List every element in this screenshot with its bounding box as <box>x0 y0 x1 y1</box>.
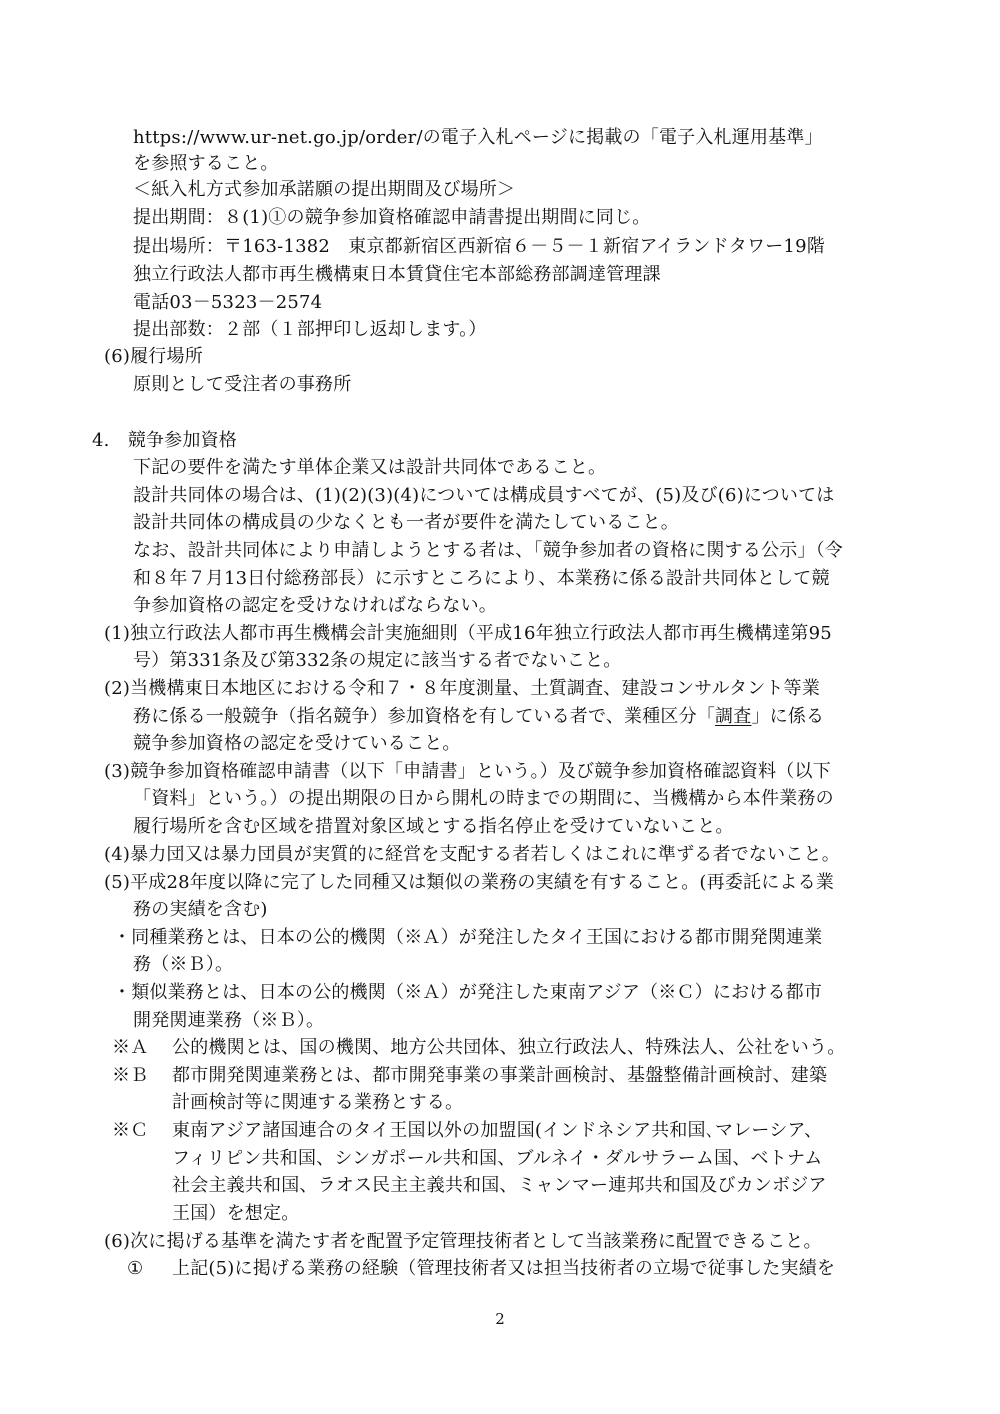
subheading: ＜紙入札方式参加承諾願の提出期間及び場所＞ <box>133 179 516 200</box>
text-line: 履行場所を含む区域を措置対象区域とする指名停止を受けていないこと。 <box>133 816 734 837</box>
item-heading: (6)履行場所 <box>104 346 203 367</box>
text-line: 競争参加資格の認定を受けていること。 <box>133 733 461 754</box>
note-text: 都市開発関連業務とは、都市開発事業の事業計画検討、基盤整備計画検討、建築 <box>172 1065 828 1086</box>
underlined-category: 調査 <box>715 706 752 727</box>
list-item: (1)独立行政法人都市再生機構会計実施細則（平成16年独立行政法人都市再生機構達第95 <box>104 623 832 644</box>
text-line: 務の実績を含む) <box>133 899 268 920</box>
note-text: 東南アジア諸国連合のタイ王国以外の加盟国(インドネシア共和国､マレーシア、 <box>172 1120 823 1141</box>
bullet-item: ・同種業務とは、日本の公的機関（※Ａ）が発注したタイ王国における都市開発関連業 <box>113 927 823 948</box>
text-span: 」に係る <box>751 706 825 727</box>
phone-line: 電話03－5323－2574 <box>133 292 323 313</box>
page-number: 2 <box>495 1310 505 1328</box>
note-text: 計画検討等に関連する業務とする。 <box>172 1092 464 1113</box>
text-line: 上記(5)に掲げる業務の経験（管理技術者又は担当技術者の立場で従事した実績を <box>172 1258 836 1279</box>
list-item: (4)暴力団又は暴力団員が実質的に経営を支配する者若しくはこれに準ずる者でないこと。 <box>104 844 840 865</box>
note-label: ※Ｃ <box>112 1120 149 1141</box>
text-line: 提出期間：８(1)①の競争参加資格確認申請書提出期間に同じ。 <box>133 207 651 228</box>
text-span: 務に係る一般競争（指名競争）参加資格を有している者で、業種区分「 <box>133 706 716 727</box>
text-line: 下記の要件を満たす単体企業又は設計共同体であること。 <box>133 457 607 478</box>
list-item: (2)当機構東日本地区における令和７・８年度測量、土質調査、建設コンサルタント等業 <box>104 678 821 699</box>
note-text: 社会主義共和国、ラオス民主主義共和国、ミャンマー連邦共和国及びカンボジア <box>172 1175 827 1196</box>
text-line: 務（※Ｂ）。 <box>133 954 234 975</box>
text-line <box>133 705 824 729</box>
text-line: 「資料」という。）の提出期限の日から開札の時までの期間に、当機構から本件業務の <box>133 788 834 809</box>
text-line: 和８年７月13日付総務部長）に示すところにより、本業務に係る設計共同体として競 <box>133 568 830 589</box>
text-line: 原則として受注者の事務所 <box>133 374 352 395</box>
note-text: フィリピン共和国、シンガポール共和国、ブルネイ・ダルサラーム国、ベトナム <box>172 1148 823 1169</box>
section-heading: 4. 競争参加資格 <box>92 430 237 451</box>
text-line: 号）第331条及び第332条の規定に該当する者でないこと。 <box>133 650 622 671</box>
note-label: ※Ｂ <box>112 1065 149 1086</box>
list-item: (3)競争参加資格確認申請書（以下「申請書」という。）及び競争参加資格確認資料（以下 <box>104 761 831 782</box>
circled-number: ① <box>127 1258 144 1279</box>
text-line: 提出部数：２部（１部押印し返却します。） <box>133 319 487 340</box>
text-line: 設計共同体の構成員の少なくとも一者が要件を満たしていること。 <box>133 512 679 533</box>
text-line: 設計共同体の場合は、(1)(2)(3)(4)については構成員すべてが、(5)及び(6)については <box>133 485 835 506</box>
note-text: 王国）を想定。 <box>172 1203 300 1224</box>
note-label: ※Ａ <box>112 1037 149 1058</box>
url-line: https://www.ur-net.go.jp/order/の電子入札ページに掲載の「電子入札運用基準」 <box>133 127 823 148</box>
note-text: 公的機関とは、国の機関、地方公共団体、独立行政法人、特殊法人、公社をいう。 <box>172 1037 846 1058</box>
address-line: 提出場所：〒163-1382 東京都新宿区西新宿６－５－１新宿アイランドタワー19階 <box>133 236 825 257</box>
text-line: 独立行政法人都市再生機構東日本賃貸住宅本部総務部調達管理課 <box>133 264 661 285</box>
list-item: (5)平成28年度以降に完了した同種又は類似の業務の実績を有すること。(再委託による業 <box>104 872 835 893</box>
text-line: を参照すること。 <box>133 153 279 174</box>
bullet-item: ・類似業務とは、日本の公的機関（※Ａ）が発注した東南アジア（※Ｃ）における都市 <box>113 982 823 1003</box>
text-line: 開発関連業務（※Ｂ）。 <box>133 1010 325 1031</box>
text-line: 争参加資格の認定を受けなければならない。 <box>133 595 497 616</box>
list-item: (6)次に掲げる基準を満たす者を配置予定管理技術者として当該業務に配置できること。 <box>104 1231 822 1252</box>
text-line: なお、設計共同体により申請しようとする者は、「競争参加者の資格に関する公示」（令 <box>133 540 843 561</box>
